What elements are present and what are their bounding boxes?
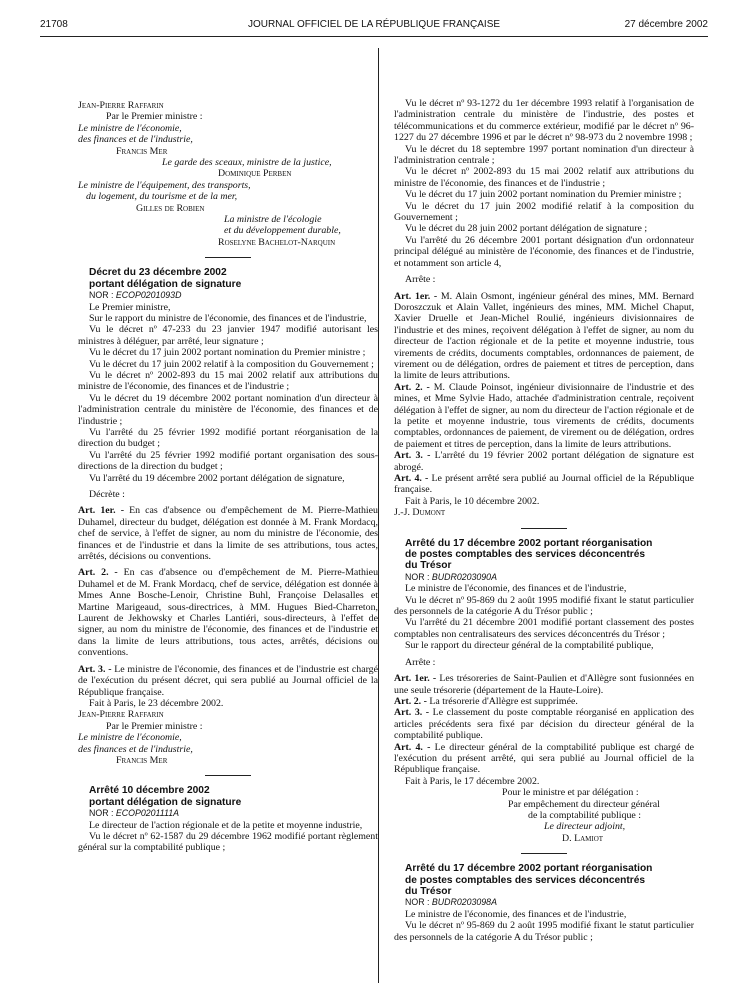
paragraph: Vu le décret nº 93-1272 du 1er décembre 1993 relatif à l'organisation de l'administration centrale du ministère de l'industrie, des postes et télécommunications et du commerce extérieur, modifié par le décret nº 96-1227 du 27 décembre 1996 et par le décret nº 98-973 du 2 novembre 1998 ; [394,98,694,144]
signer-name: Jean-Pierre Raffarin [78,709,164,721]
signature-by: Par le Premier ministre : [106,720,203,732]
signer-name: Jean-Pierre Raffarin [78,100,164,111]
paragraph: Vu le décret du 17 juin 2002 portant nomination du Premier ministre ; [89,347,366,359]
decree-title: de postes comptables des services déconcentrés [405,549,646,561]
section-separator [521,528,567,529]
signature-role: Le ministre de l'économie, [78,732,182,744]
signature-name: Francis Mer [116,145,168,157]
fait-line: Fait à Paris, le 10 décembre 2002. [405,495,540,507]
paragraph: Vu l'arrêté du 25 février 1992 modifié portant réorganisation de la direction du budget ; [78,426,378,450]
header-rule [40,36,708,37]
decree-title: de postes comptables des services déconcentrés [405,874,646,886]
article: Art. 2. - En cas d'absence ou d'empêchement de M. Pierre-Mathieu Duhamel et de M. Frank Mordacq, chef de service, délégation est donnée à Mmes Anne Bosche-Lenoir, Christine Buhl, Françoise Delasalles et Martine Marigeaud, sous-directrices, à MM. Hugues Bied-Charreton, Laurent de Jekhowsky et Charles Lantiéri, sous-directeurs, à l'effet de signer, au nom du ministre de l'économie, des finances et de l'industrie et dans la limite de leurs attributions, tous actes, arrêtés, décisions ou conventions. [78,567,379,659]
signature-name: Francis Mer [116,754,168,766]
fait-line: Fait à Paris, le 23 décembre 2002. [89,697,224,709]
paragraph: Vu le décret nº 2002-893 du 15 mai 2002 relatif aux attributions du ministre de l'économie, des finances et de l'industrie ; [78,369,378,393]
arrete-17-decembre-b [394,863,694,943]
signature-role: du logement, du tourisme et de la mer, [86,191,238,203]
arrete-17-decembre-a [394,538,694,845]
paragraph: Le ministre de l'économie, des finances et de l'industrie, [405,908,627,920]
paragraph: Le ministre de l'économie, des finances et de l'industrie, [405,583,627,595]
signature-role: des finances et de l'industrie, [78,134,193,146]
nor-reference: NOR : ECOP0201093D [89,290,182,301]
signature-role: Le ministre de l'économie, [78,122,182,134]
paragraph: Vu le décret du 28 juin 2002 portant délégation de signature ; [405,223,648,235]
paragraph: Sur le rapport du directeur général de la comptabilité publique, [405,640,654,652]
article: Art. 3. - Le classement du poste comptable réorganisé en application des articles précédents sera fixé par décision du directeur général de la comptabilité publique. [394,707,695,742]
paragraph: Vu le décret du 17 juin 2002 portant nomination du Premier ministre ; [405,189,682,201]
paragraph: Le directeur de l'action régionale et de la petite et moyenne industrie, [89,819,363,831]
paragraph: Vu le décret nº 2002-893 du 15 mai 2002 relatif aux attributions du ministre de l'économie, des finances et de l'industrie ; [394,166,694,189]
signature-role: Le directeur adjoint, [544,821,626,833]
article: Art. 3. - Le ministre de l'économie, des finances et de l'industrie est chargé de l'exécution du présent décret, qui sera publié au Journal officiel de la République française. [78,663,379,698]
paragraph: Vu le décret nº 95-869 du 2 août 1995 modifié fixant le statut particulier des personnels de la catégorie A du Trésor public ; [394,594,694,618]
paragraph: Le Premier ministre, [89,301,171,313]
page-number: 21708 [40,19,68,30]
signature-line: Par empêchement du directeur général [508,798,660,810]
decree-title: portant délégation de signature [89,796,242,808]
paragraph: Vu le décret du 18 septembre 1997 portant nomination d'un directeur à l'administration centrale ; [394,143,694,167]
journal-title: JOURNAL OFFICIEL DE LA RÉPUBLIQUE FRANÇAISE [247,19,501,30]
section-separator [205,257,251,258]
signer-name: J.-J. Dumont [394,507,446,519]
signature-name: Roselyne Bachelot-Narquin [218,236,336,248]
signature-line: Pour le ministre et par délégation : [502,787,639,799]
paragraph: Vu le décret nº 62-1587 du 29 décembre 1962 modifié portant règlement général sur la comptabilité publique ; [78,830,378,854]
running-header [40,19,708,35]
article: Art. 3. - L'arrêté du 19 février 2002 portant délégation de signature est abrogé. [394,450,695,473]
signature-line: de la comptabilité publique : [528,809,641,821]
decree-title: du Trésor [405,886,452,897]
decree-title: Arrêté du 17 décembre 2002 portant réorganisation [405,863,653,875]
signature-role: La ministre de l'écologie [224,214,322,226]
fait-line: Fait à Paris, le 17 décembre 2002. [405,775,540,787]
decree-title: Arrêté 10 décembre 2002 [89,785,210,797]
left-column [78,100,378,854]
paragraph: Vu le décret du 17 juin 2002 modifié relatif à la composition du Gouvernement ; [394,200,694,224]
article: Art. 2. - La trésorerie d'Allègre est supprimée. [394,695,578,707]
decret-23-decembre [78,267,378,766]
right-column [394,98,694,943]
article: Art. 1er. - Les trésoreries de Saint-Paulien et d'Allègre sont fusionnées en une seule trésorerie (département de la Haute-Loire). [394,673,695,696]
signature-name: Gilles de Robien [136,202,205,214]
paragraph: Vu le décret du 19 décembre 2002 portant nomination d'un directeur à l'administration centrale du ministère de l'économie, des finances et de l'industrie ; [78,392,378,427]
signature-role: Le garde des sceaux, ministre de la justice, [162,157,332,169]
signature-name: Dominique Perben [218,168,292,180]
article: Art. 1er. - En cas d'absence ou d'empêchement de M. Pierre-Mathieu Duhamel, directeur du budget, délégation est donnée à M. Frank Mordacq, chef de service, à l'effet de signer, au nom du ministre de l'économie, des finances et de l'industrie et dans la limite de ses attributions, tous actes, arrêtés, décisions ou conventions. [78,505,378,563]
paragraph: Vu l'arrêté du 21 décembre 2001 modifié portant classement des postes comptables non centralisateurs des services déconcentrés du Trésor ; [394,617,694,640]
arrete-word: Arrête : [405,274,436,286]
paragraph: Vu le décret nº 47-233 du 23 janvier 1947 modifié autorisant les ministres à déléguer, par arrêté, leur signature ; [78,324,378,347]
decree-title: Décret du 23 décembre 2002 [89,267,227,279]
issue-date: 27 décembre 2002 [624,19,708,30]
paragraph: Vu l'arrêté du 26 décembre 2001 portant désignation d'un ordonnateur principal délégué au ministère de l'économie, des finances et de l'industrie, et notamment son article 4, [394,234,694,269]
paragraph: Vu le décret du 17 juin 2002 relatif à la composition du Gouvernement ; [89,358,374,370]
signature-name: D. Lamiot [562,832,604,844]
top-signatures [78,100,378,248]
decrete-word: Décrète : [89,489,125,500]
arrete-10-decembre [78,785,378,853]
paragraph: Sur le rapport du ministre de l'économie, des finances et de l'industrie, [89,312,367,324]
nor-reference: NOR : ECOP0201111A [89,808,179,819]
paragraph: Vu l'arrêté du 19 décembre 2002 portant délégation de signature, [89,472,345,484]
decree-title: Arrêté du 17 décembre 2002 portant réorganisation [405,537,653,549]
signature-role: et du développement durable, [224,225,341,237]
column-divider [378,48,379,983]
decree-title: portant délégation de signature [89,278,242,290]
arrete-word: Arrête : [405,656,436,668]
signature-role: Le ministre de l'équipement, des transports, [78,179,251,191]
arrete-10-continued [394,98,694,519]
section-separator [521,853,567,854]
nor-reference: NOR : BUDR0203090A [405,571,497,582]
article: Art. 1er. - M. Alain Osmont, ingénieur général des mines, MM. Bernard Doroszczuk et Alain Vallet, ingénieurs des mines, MM. Michel Chaput, Xavier Druelle et Jean-Michel Roulié, ingénieurs divisionnaires de l'industrie et des mines, reçoivent délégation à l'effet de signer, au nom du directeur de l'action régionale et de la petite et moyenne industrie, tous virements de crédits, documents comptables, ordonnances de paiement, de virement ou de délégation, ordres de paiement et titres de perception, dans la limite de leurs attributions. [394,290,694,382]
nor-reference: NOR : BUDR0203098A [405,897,497,908]
section-separator [205,775,251,776]
decree-title: du Trésor [405,560,452,572]
paragraph: Vu l'arrêté du 25 février 1992 modifié portant organisation des sous-directions de la direction du budget ; [78,449,378,473]
article: Art. 4. - Le directeur général de la comptabilité publique est chargé de l'exécution du présent arrêté, qui sera publié au Journal officiel de la République française. [394,741,695,776]
article: Art. 2. - M. Claude Poinsot, ingénieur divisionnaire de l'industrie et des mines, et Mme Sylvie Hado, attachée d'administration centrale, reçoivent délégation à l'effet de signer, au nom du directeur de l'action régionale et de la petite et moyenne industrie, tous virements de crédits, documents comptables, ordonnances de paiement, de virement ou de délégation, ordres de paiement et titres de perception, dans la limite de leurs attributions. [394,381,695,450]
signature-role: des finances et de l'industrie, [78,743,193,755]
paragraph: Vu le décret nº 95-869 du 2 août 1995 modifié fixant le statut particulier des personnels de la catégorie A du Trésor public ; [394,920,694,943]
article: Art. 4. - Le présent arrêté sera publié au Journal officiel de la République française. [394,473,694,496]
signature-by: Par le Premier ministre : [106,111,203,123]
